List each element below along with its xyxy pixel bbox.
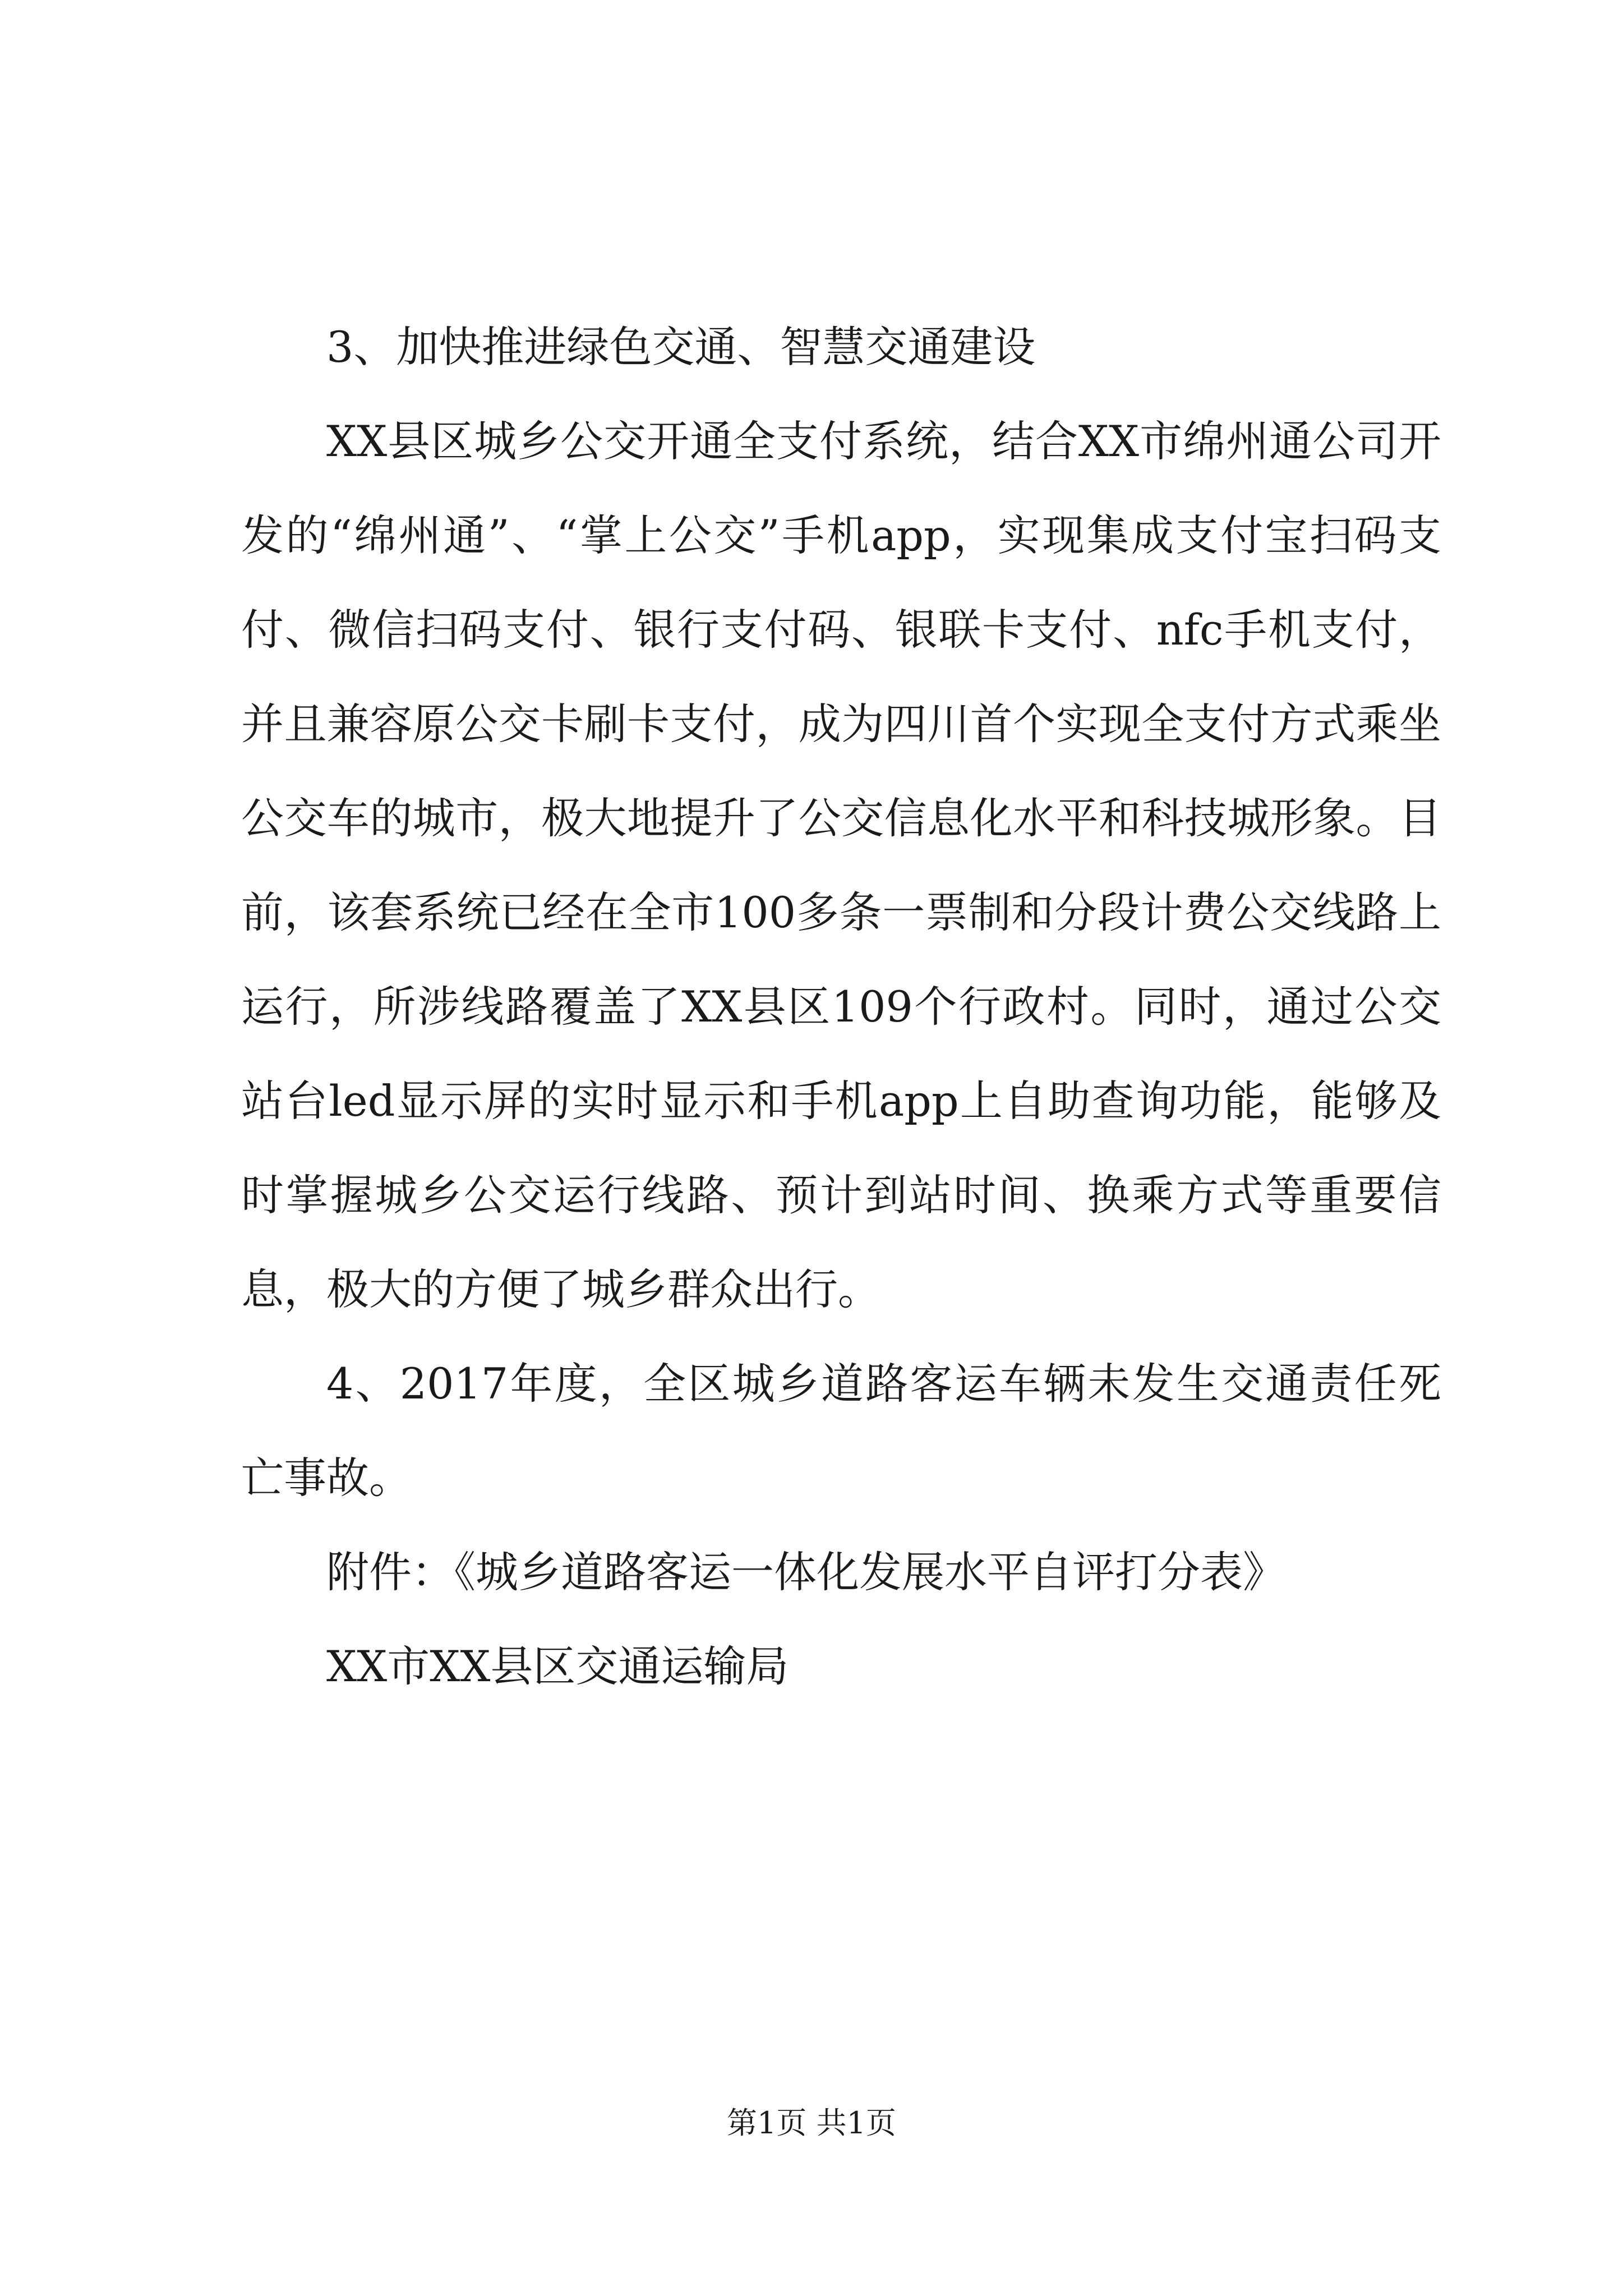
document-body [241,300,1441,1714]
section-heading: 3、加快推进绿色交通、智慧交通建设 [326,322,1036,372]
page-footer: 第1页 共1页 [727,2105,896,2141]
attachment-line: 附件：《城乡道路客运一体化发展水平自评打分表》 [326,1547,1285,1597]
body-paragraph-payment-system: XX县区城乡公交开通全支付系统，结合XX市绵州通公司开发的“绵州通”、“掌上公交”手机app，实现集成支付宝扫码支付、微信扫码支付、银行支付码、银联卡支付、nfc手机支付，并且兼容原公交卡刷卡支付，成为四川首个实现全支付方式乘坐公交车的城市，极大地提升了公交信息化水平和科技城形象。目前，该套系统已经在全市100多条一票制和分段计费公交线路上运行，所涉线路覆盖了XX县区109个行政村。同时，通过公交站台led显示屏的实时显示和手机app上自助查询功能，能够及时掌握城乡公交运行线路、预计到站时间、换乘方式等重要信息，极大的方便了城乡群众出行。 [241,416,1441,1314]
signature-line: XX市XX县区交通运输局 [326,1641,789,1691]
body-paragraph-safety: 4、2017年度，全区城乡道路客运车辆未发生交通责任死亡事故。 [241,1359,1441,1503]
